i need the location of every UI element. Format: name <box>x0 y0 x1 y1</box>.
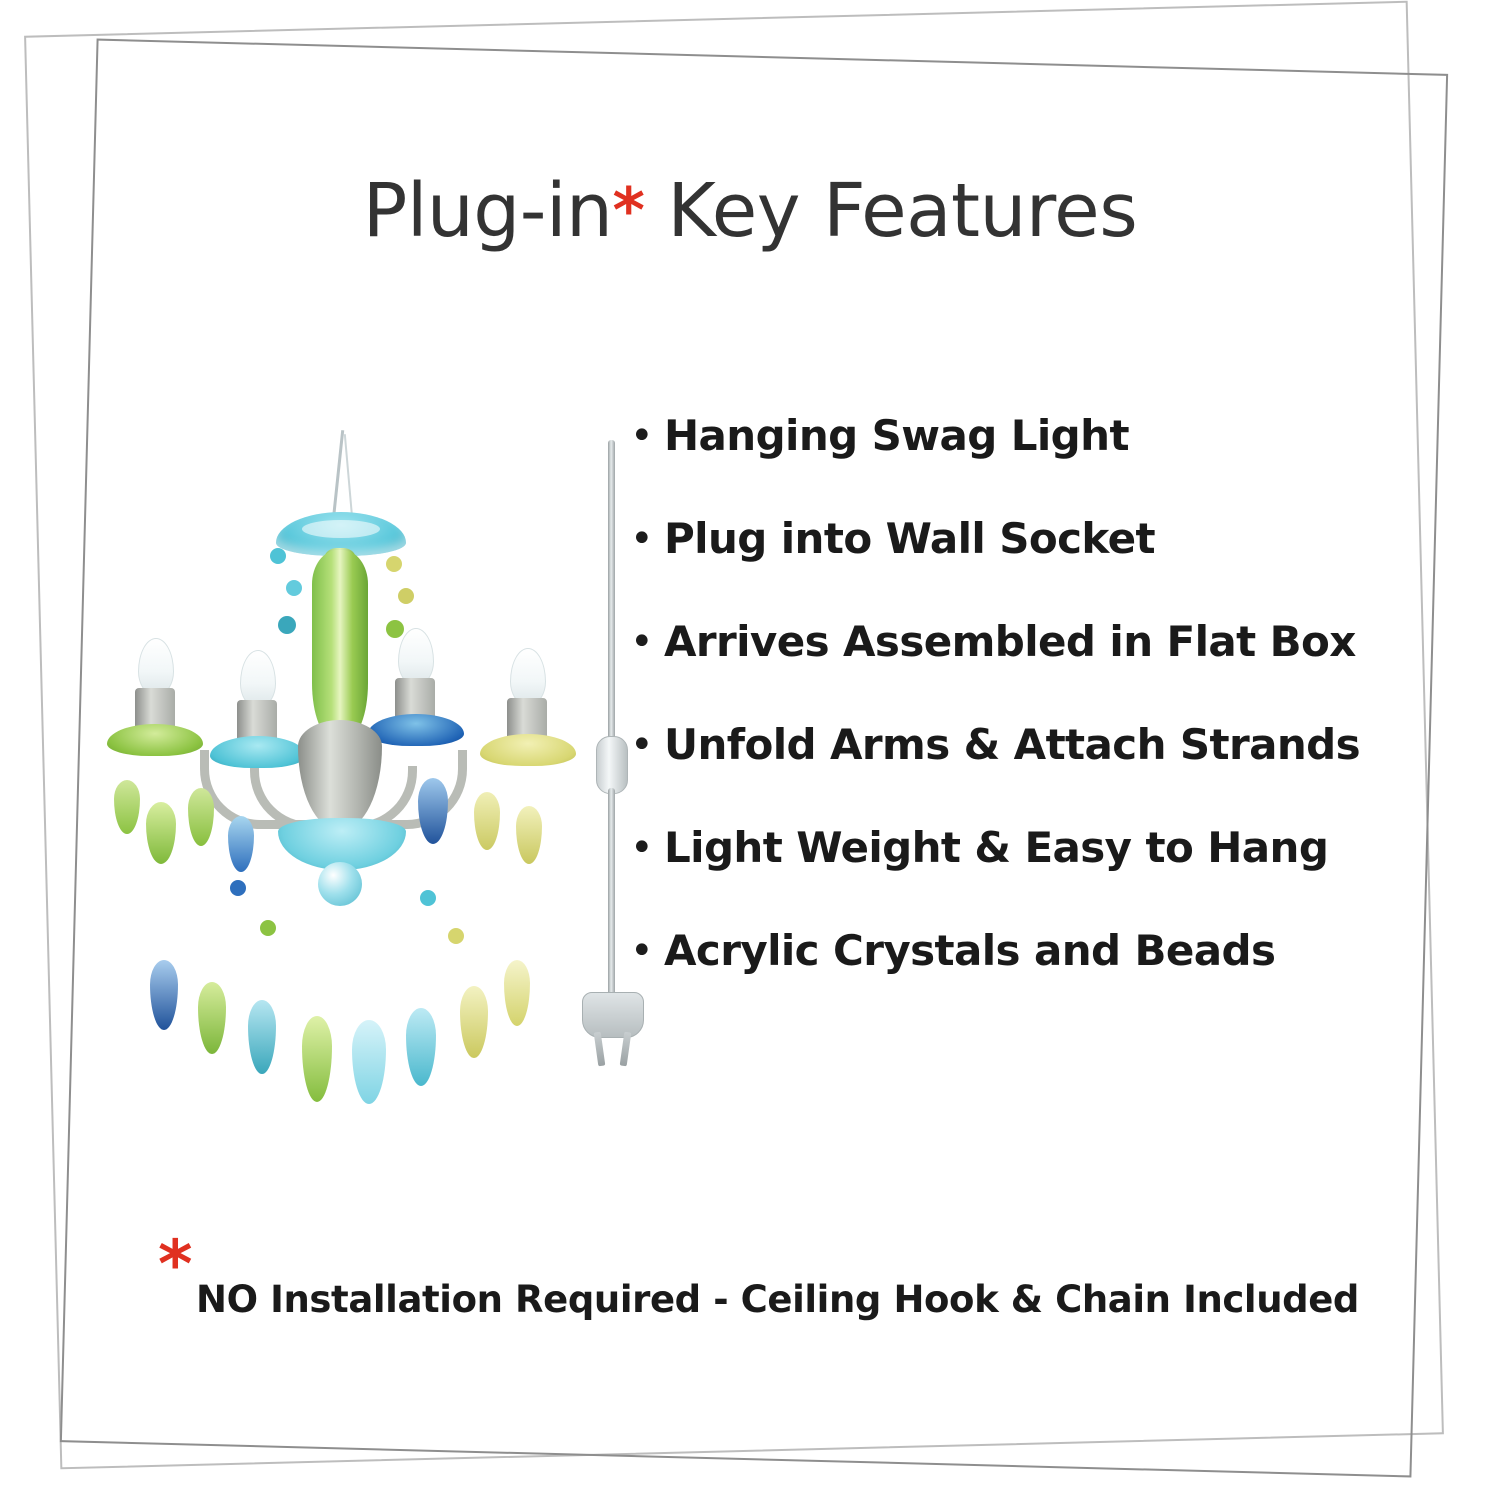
feature-label: Unfold Arms & Attach Strands <box>664 720 1361 769</box>
bobeche-left-icon <box>107 724 203 756</box>
crystal-drop-icon <box>198 982 226 1054</box>
bulb-left-icon <box>138 638 174 694</box>
list-item <box>630 616 1470 668</box>
crystal-bead-icon <box>286 580 302 596</box>
crystal-drop-icon <box>460 986 488 1058</box>
bullet-icon: • <box>630 516 654 562</box>
list-item <box>630 513 1470 565</box>
bullet-icon: • <box>630 413 654 459</box>
footnote-text: NO Installation Required - Ceiling Hook & Chain Included <box>196 1278 1360 1321</box>
feature-label: Plug into Wall Socket <box>664 514 1155 563</box>
crystal-drop-icon <box>188 788 214 846</box>
crystal-drop-icon <box>146 802 176 864</box>
feature-list <box>630 410 1470 1028</box>
bullet-icon: • <box>630 722 654 768</box>
crystal-bead-icon <box>386 556 402 572</box>
bottom-ball-icon <box>318 862 362 906</box>
asterisk-marker-footnote: * <box>158 1226 193 1303</box>
crystal-drop-icon <box>248 1000 276 1074</box>
crystal-drop-icon <box>504 960 530 1026</box>
bullet-icon: • <box>630 928 654 974</box>
page-title-suffix: Key Features <box>644 168 1138 254</box>
feature-label: Acrylic Crystals and Beads <box>664 926 1276 975</box>
crystal-drop-icon <box>516 806 542 864</box>
asterisk-marker-title: * <box>612 174 645 247</box>
cord-lower-icon <box>608 788 615 998</box>
crystal-drop-icon <box>150 960 178 1030</box>
list-item <box>630 822 1470 874</box>
feature-label: Light Weight & Easy to Hang <box>664 823 1329 872</box>
crystal-drop-icon <box>114 780 140 834</box>
crystal-drop-icon <box>418 778 448 844</box>
bulb-right-icon <box>510 648 546 704</box>
list-item <box>630 719 1470 771</box>
crystal-bead-icon <box>448 928 464 944</box>
crystal-bead-icon <box>260 920 276 936</box>
bobeche-center-icon <box>368 714 464 746</box>
crystal-bead-icon <box>230 880 246 896</box>
crystal-bead-icon <box>420 890 436 906</box>
list-item <box>630 410 1470 462</box>
crystal-bead-icon <box>386 620 404 638</box>
crystal-drop-icon <box>228 816 254 872</box>
feature-label: Hanging Swag Light <box>664 411 1129 460</box>
crystal-drop-icon <box>352 1020 386 1104</box>
page-title <box>0 168 1500 254</box>
bobeche-midleft-icon <box>210 736 306 768</box>
list-item <box>630 925 1470 977</box>
crystal-bead-icon <box>278 616 296 634</box>
page-title-prefix: Plug-in <box>362 168 613 254</box>
inline-switch-icon <box>596 736 628 794</box>
bullet-icon: • <box>630 825 654 871</box>
feature-label: Arrives Assembled in Flat Box <box>664 617 1356 666</box>
cord-upper-icon <box>608 440 615 740</box>
chandelier-image <box>80 420 600 1140</box>
crystal-drop-icon <box>406 1008 436 1086</box>
crystal-drop-icon <box>302 1016 332 1102</box>
crystal-drop-icon <box>474 792 500 850</box>
crystal-bead-icon <box>270 548 286 564</box>
bullet-icon: • <box>630 619 654 665</box>
crystal-bead-icon <box>398 588 414 604</box>
bulb-center-icon <box>398 628 434 684</box>
green-glass-column-icon <box>312 550 368 740</box>
bulb-midleft-icon <box>240 650 276 706</box>
